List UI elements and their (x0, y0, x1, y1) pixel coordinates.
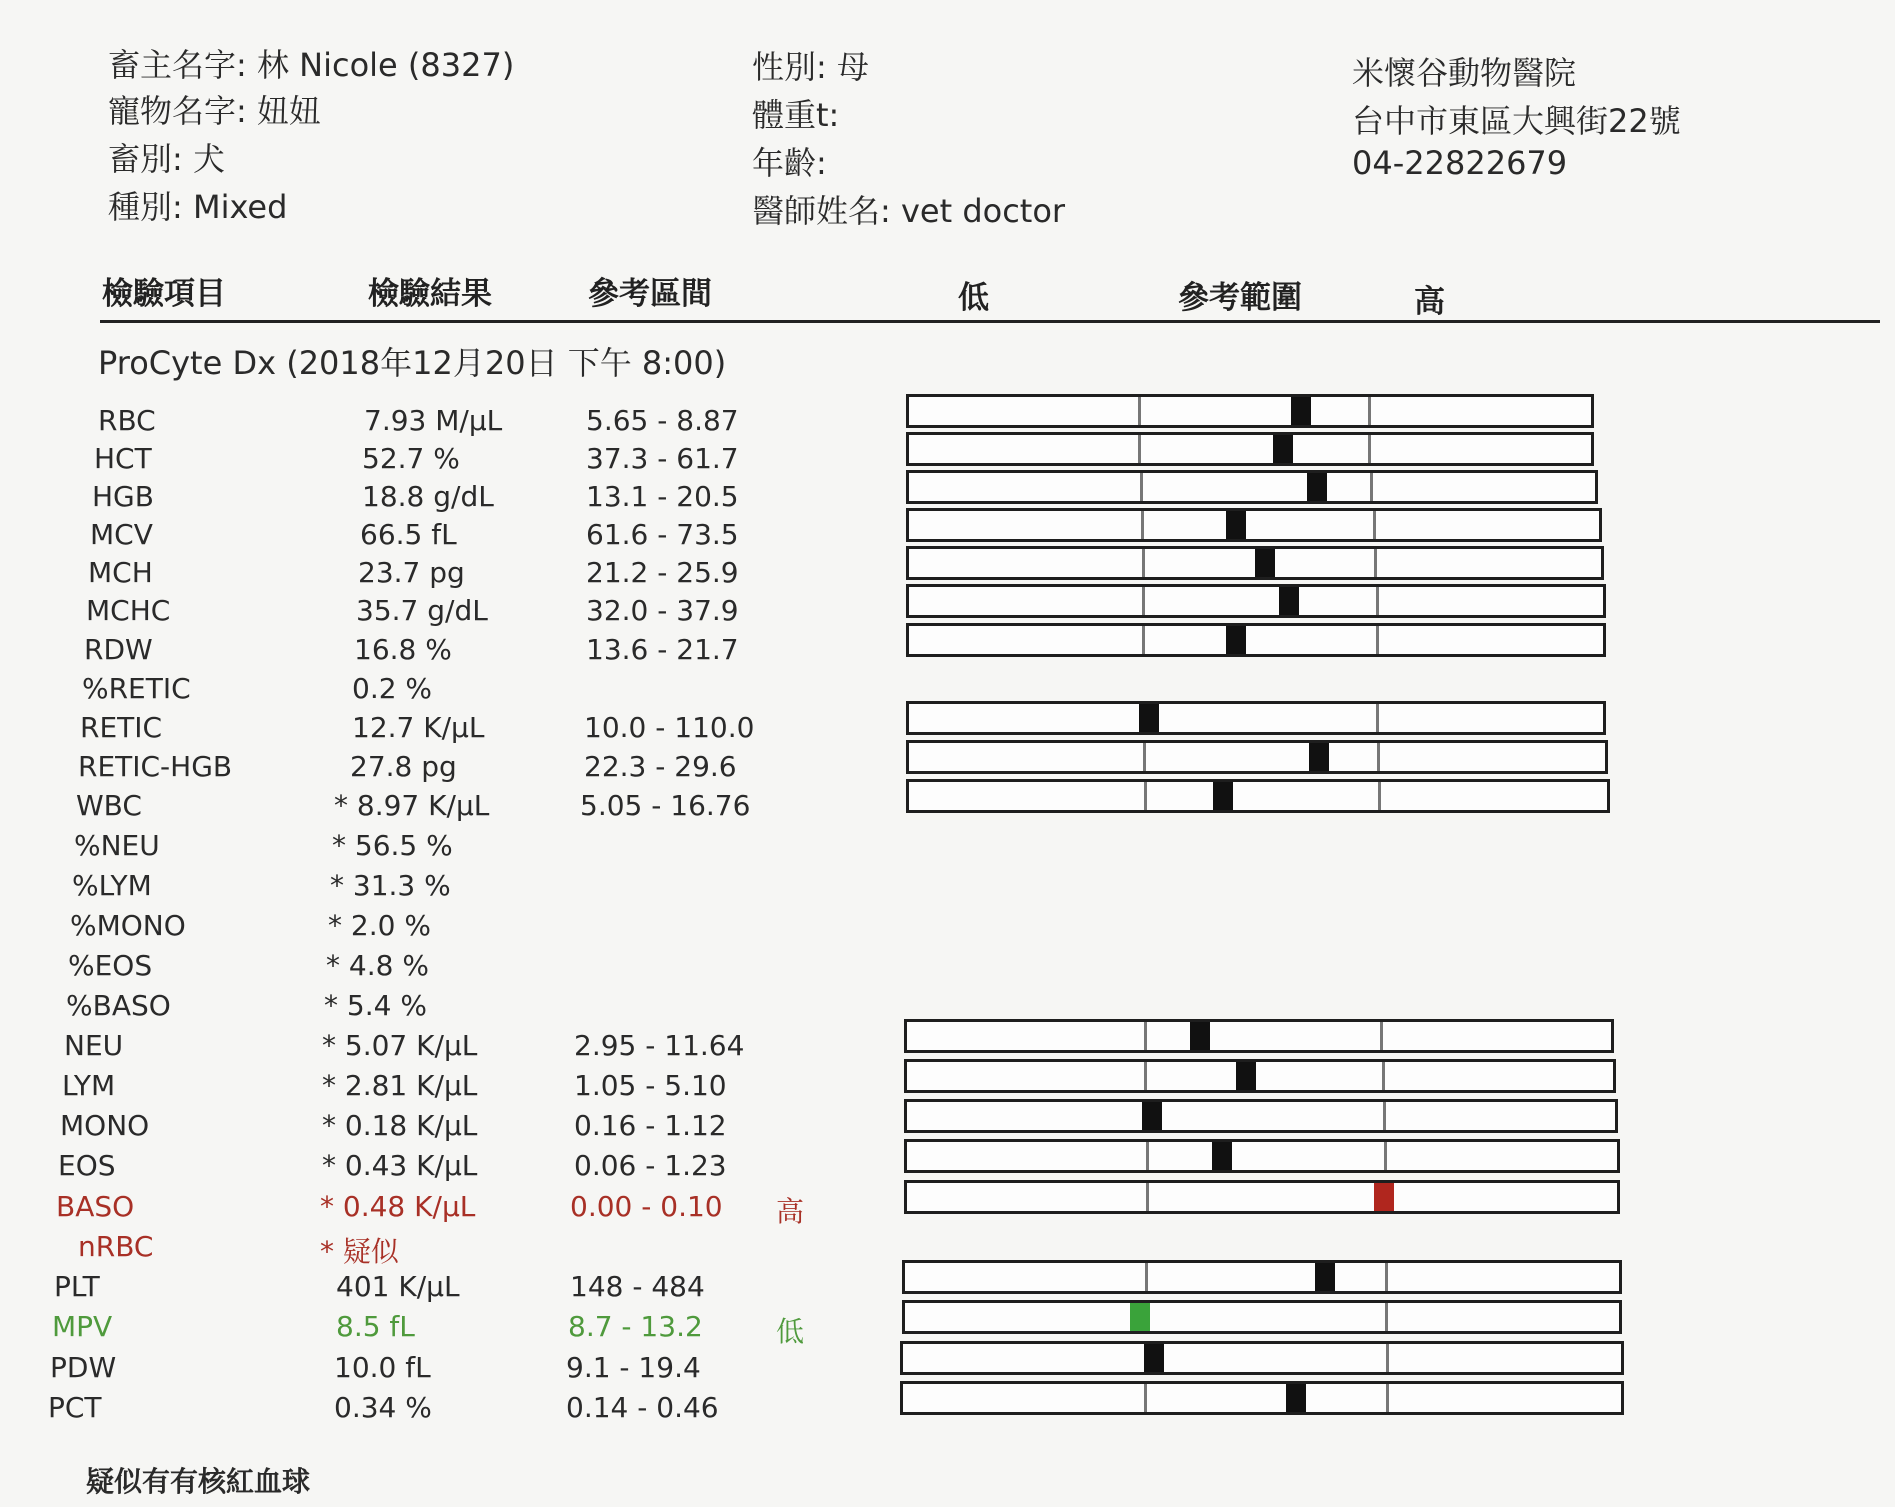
header-rule (100, 320, 1880, 323)
result-val: 66.5 fL (360, 518, 457, 551)
doctor-label: 醫師姓名: (752, 192, 891, 230)
result-name: EOS (58, 1149, 116, 1182)
gauge-marker (1309, 743, 1329, 771)
range-gauge (902, 1260, 1622, 1294)
gauge-marker (1236, 1062, 1256, 1090)
gauge-high-boundary (1378, 782, 1381, 810)
gauge-marker (1291, 397, 1311, 425)
range-gauge (906, 623, 1606, 657)
gauge-high-boundary (1382, 1062, 1385, 1090)
gauge-marker (1139, 704, 1159, 732)
sex (752, 42, 869, 88)
result-name: %LYM (72, 869, 152, 902)
range-gauge (906, 701, 1606, 735)
animal-type (108, 134, 225, 180)
result-name: LYM (62, 1069, 116, 1102)
gauge-marker (1190, 1022, 1210, 1050)
range-gauge (906, 584, 1606, 618)
gauge-low-boundary (1140, 473, 1143, 501)
weight-label: 體重t: (752, 96, 840, 134)
pet-name (108, 86, 321, 132)
gauge-marker (1273, 435, 1293, 463)
result-name: BASO (56, 1190, 135, 1223)
result-val: * 4.8 % (326, 949, 429, 982)
col-header-low: 低 (958, 280, 989, 316)
range-gauge (900, 1381, 1624, 1415)
result-name: %EOS (68, 949, 153, 982)
result-ref: 8.7 - 13.2 (568, 1310, 703, 1343)
result-ref: 22.3 - 29.6 (584, 750, 737, 783)
gauge-high-boundary (1385, 1263, 1388, 1291)
result-ref: 21.2 - 25.9 (586, 556, 739, 589)
range-gauge (906, 508, 1602, 542)
gauge-marker (1226, 626, 1246, 654)
gauge-marker (1226, 511, 1246, 539)
result-ref: 0.00 - 0.10 (570, 1190, 723, 1223)
sex-value: 母 (836, 48, 869, 86)
gauge-low-boundary (1142, 549, 1145, 577)
animal-type-value: 犬 (192, 140, 225, 178)
gauge-marker (1213, 782, 1233, 810)
breed-label: 種別: (108, 188, 183, 226)
gauge-high-boundary (1368, 397, 1371, 425)
result-row (0, 827, 1895, 865)
gauge-marker (1255, 549, 1275, 577)
clinic-phone: 04-22822679 (1352, 144, 1568, 182)
result-ref: 13.1 - 20.5 (586, 480, 739, 513)
range-gauge (904, 1099, 1618, 1133)
gauge-marker (1212, 1142, 1232, 1170)
result-val: 7.93 M/µL (364, 404, 503, 437)
gauge-low-boundary (1142, 587, 1145, 615)
gauge-marker (1144, 1344, 1164, 1372)
result-val: 16.8 % (354, 633, 452, 666)
gauge-high-boundary (1370, 473, 1373, 501)
result-val: * 2.81 K/µL (322, 1069, 478, 1102)
weight (752, 90, 839, 136)
result-name: nRBC (78, 1230, 154, 1263)
col-header-high: 高 (1414, 284, 1445, 320)
result-val: 23.7 pg (358, 556, 465, 589)
result-val: * 疑似 (320, 1235, 399, 1268)
gauge-low-boundary (1141, 511, 1144, 539)
result-name: MONO (60, 1109, 150, 1142)
result-name: HCT (94, 442, 152, 475)
gauge-marker (1142, 1102, 1162, 1130)
gauge-low-boundary (1146, 1183, 1149, 1211)
result-val: 0.2 % (352, 672, 433, 705)
owner-name (108, 40, 514, 86)
breed-value: Mixed (192, 188, 288, 226)
gauge-high-boundary (1385, 1303, 1388, 1331)
animal-type-label: 畜別: (108, 140, 183, 178)
result-val: * 8.97 K/µL (334, 789, 490, 822)
result-name: MCHC (86, 594, 171, 627)
gauge-low-boundary (1146, 1142, 1149, 1170)
result-name: MCH (88, 556, 153, 589)
col-header-result: 檢驗結果 (368, 276, 492, 312)
range-gauge (906, 779, 1610, 813)
footnote: 疑似有有核紅血球 (86, 1465, 311, 1498)
doctor-value: vet doctor (900, 192, 1066, 230)
result-val: * 5.07 K/µL (322, 1029, 478, 1062)
result-name: PLT (54, 1270, 100, 1303)
result-name: %MONO (70, 909, 186, 942)
gauge-high-boundary (1383, 1102, 1386, 1130)
gauge-high-boundary (1368, 435, 1371, 463)
result-val: * 0.48 K/µL (320, 1190, 476, 1223)
result-val: * 56.5 % (332, 829, 453, 862)
gauge-low-boundary (1144, 1384, 1147, 1412)
clinic-name: 米懷谷動物醫院 (1352, 54, 1577, 92)
clinic-address: 台中市東區大興街22號 (1352, 102, 1681, 140)
result-val: 10.0 fL (334, 1351, 431, 1384)
gauge-low-boundary (1144, 1062, 1147, 1090)
gauge-high-boundary (1380, 1022, 1383, 1050)
gauge-high-boundary (1386, 1384, 1389, 1412)
sex-label: 性別: (752, 48, 827, 86)
gauge-low-boundary (1144, 1022, 1147, 1050)
result-row (0, 907, 1895, 945)
result-ref: 0.14 - 0.46 (566, 1391, 719, 1424)
range-gauge (906, 432, 1594, 466)
range-gauge (906, 740, 1608, 774)
result-ref: 0.06 - 1.23 (574, 1149, 727, 1182)
result-val: * 5.4 % (324, 989, 427, 1022)
gauge-marker (1315, 1263, 1335, 1291)
gauge-low-boundary (1143, 743, 1146, 771)
result-ref: 10.0 - 110.0 (584, 711, 755, 744)
result-name: RBC (98, 404, 156, 437)
result-ref: 0.16 - 1.12 (574, 1109, 727, 1142)
result-ref: 148 - 484 (570, 1270, 705, 1303)
result-ref: 1.05 - 5.10 (574, 1069, 727, 1102)
gauge-high-boundary (1386, 1344, 1389, 1372)
pet-name-value: 妞妞 (256, 92, 321, 130)
result-name: PDW (50, 1351, 117, 1384)
result-val: 401 K/µL (336, 1270, 460, 1303)
range-gauge (906, 394, 1594, 428)
result-name: RETIC-HGB (78, 750, 233, 783)
gauge-low-boundary (1142, 626, 1145, 654)
result-ref: 32.0 - 37.9 (586, 594, 739, 627)
doctor (752, 186, 1065, 232)
result-ref: 61.6 - 73.5 (586, 518, 739, 551)
result-val: 27.8 pg (350, 750, 457, 783)
result-name: HGB (92, 480, 154, 513)
gauge-high-boundary (1377, 743, 1380, 771)
gauge-marker (1286, 1384, 1306, 1412)
result-ref: 13.6 - 21.7 (586, 633, 739, 666)
gauge-high-boundary (1376, 704, 1379, 732)
result-name: NEU (64, 1029, 124, 1062)
result-name: PCT (48, 1391, 102, 1424)
range-gauge (904, 1180, 1620, 1214)
result-ref: 37.3 - 61.7 (586, 442, 739, 475)
range-gauge (906, 546, 1604, 580)
gauge-low-boundary (1145, 1263, 1148, 1291)
range-gauge (906, 470, 1598, 504)
result-flag: 高 (776, 1195, 805, 1228)
result-name: MCV (90, 518, 153, 551)
range-gauge (900, 1341, 1624, 1375)
result-name: %BASO (66, 989, 171, 1022)
result-name: WBC (76, 789, 142, 822)
gauge-high-boundary (1376, 587, 1379, 615)
gauge-high-boundary (1384, 1142, 1387, 1170)
col-header-item: 檢驗項目 (102, 276, 226, 312)
result-val: 8.5 fL (336, 1310, 415, 1343)
result-val: * 0.18 K/µL (322, 1109, 478, 1142)
breed (108, 182, 287, 228)
result-name: MPV (52, 1310, 113, 1343)
owner-name-value: 林 Nicole (8327) (256, 46, 515, 84)
col-header-ref: 參考區間 (588, 276, 712, 312)
result-row (0, 867, 1895, 905)
result-val: * 0.43 K/µL (322, 1149, 478, 1182)
result-ref: 5.65 - 8.87 (586, 404, 739, 437)
gauge-marker (1307, 473, 1327, 501)
gauge-low-boundary (1138, 397, 1141, 425)
result-flag: 低 (776, 1315, 805, 1348)
col-header-range: 參考範圍 (1178, 280, 1302, 316)
result-val: 0.34 % (334, 1391, 432, 1424)
result-val: 18.8 g/dL (362, 480, 494, 513)
owner-name-label: 畜主名字: (108, 46, 247, 84)
section-title: ProCyte Dx (2018年12月20日 下午 8:00) (98, 344, 727, 382)
result-row (0, 947, 1895, 985)
result-ref: 9.1 - 19.4 (566, 1351, 701, 1384)
range-gauge (904, 1139, 1620, 1173)
gauge-high-boundary (1373, 511, 1376, 539)
gauge-marker (1374, 1183, 1394, 1211)
gauge-high-boundary (1376, 626, 1379, 654)
range-gauge (904, 1019, 1614, 1053)
result-val: * 31.3 % (330, 869, 451, 902)
result-val: * 2.0 % (328, 909, 431, 942)
result-ref: 2.95 - 11.64 (574, 1029, 745, 1062)
age (752, 138, 827, 184)
result-val: 12.7 K/µL (352, 711, 485, 744)
gauge-high-boundary (1374, 549, 1377, 577)
result-name: RDW (84, 633, 153, 666)
result-ref: 5.05 - 16.76 (580, 789, 751, 822)
gauge-marker (1279, 587, 1299, 615)
result-name: %RETIC (82, 672, 191, 705)
age-label: 年齡: (752, 144, 827, 182)
pet-name-label: 寵物名字: (108, 92, 247, 130)
result-name: %NEU (74, 829, 160, 862)
gauge-low-boundary (1138, 435, 1141, 463)
result-name: RETIC (80, 711, 163, 744)
result-val: 52.7 % (362, 442, 460, 475)
gauge-low-boundary (1144, 782, 1147, 810)
range-gauge (904, 1059, 1616, 1093)
gauge-marker (1130, 1303, 1150, 1331)
result-val: 35.7 g/dL (356, 594, 488, 627)
range-gauge (902, 1300, 1622, 1334)
